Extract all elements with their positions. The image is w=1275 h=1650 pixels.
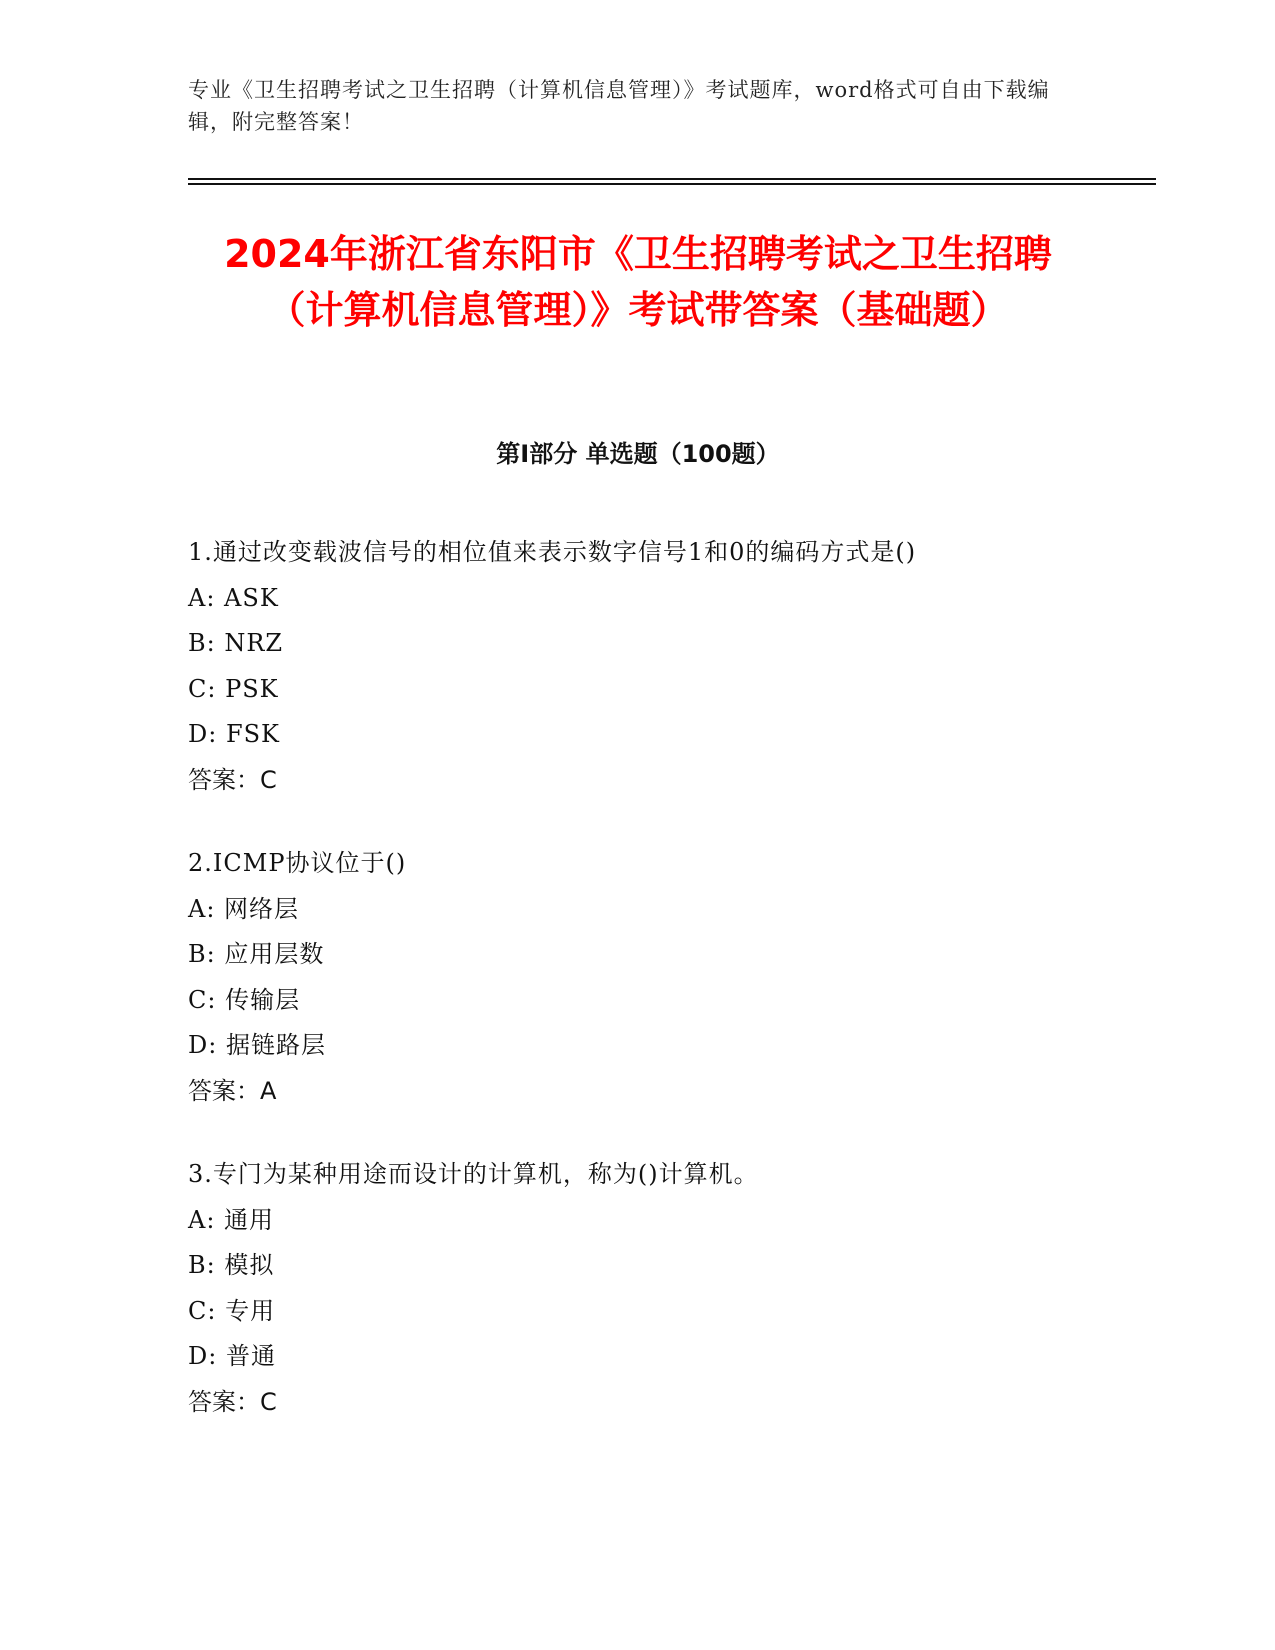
option-a: A: 网络层	[188, 894, 300, 923]
question-2	[188, 841, 1148, 1114]
header-rule-top	[188, 178, 1156, 180]
answer-line: 答案：C	[188, 765, 277, 794]
question-1	[188, 530, 1148, 803]
section-title: 第I部分 单选题（100题）	[496, 440, 780, 468]
question-stem: 2.ICMP协议位于()	[188, 849, 407, 877]
header-rule-bottom	[188, 183, 1156, 185]
option-b: B: 模拟	[188, 1251, 275, 1279]
document-title: 2024年浙江省东阳市《卫生招聘考试之卫生招聘（计算机信息管理）》考试带答案（基础题）	[224, 232, 1052, 332]
option-a: A: 通用	[188, 1205, 275, 1234]
option-c: C: PSK	[188, 674, 279, 703]
answer-line: 答案：A	[188, 1076, 277, 1105]
option-d: D: 普通	[188, 1342, 276, 1370]
option-b: B: 应用层数	[188, 940, 325, 968]
option-b: B: NRZ	[188, 629, 284, 657]
answer-line: 答案：C	[188, 1387, 277, 1416]
option-c: C: 传输层	[188, 985, 301, 1014]
option-a: A: ASK	[188, 583, 279, 612]
option-d: D: FSK	[188, 720, 280, 748]
question-3	[188, 1152, 1148, 1425]
option-d: D: 据链路层	[188, 1031, 326, 1059]
option-c: C: 专用	[188, 1296, 276, 1325]
header-note: 专业《卫生招聘考试之卫生招聘（计算机信息管理）》考试题库，word格式可自由下载编辑，附完整答案！	[188, 78, 1050, 134]
question-stem: 3.专门为某种用途而设计的计算机，称为()计算机。	[188, 1160, 759, 1188]
question-stem: 1.通过改变载波信号的相位值来表示数字信号1和0的编码方式是()	[188, 538, 917, 566]
question-list	[188, 530, 1148, 1463]
